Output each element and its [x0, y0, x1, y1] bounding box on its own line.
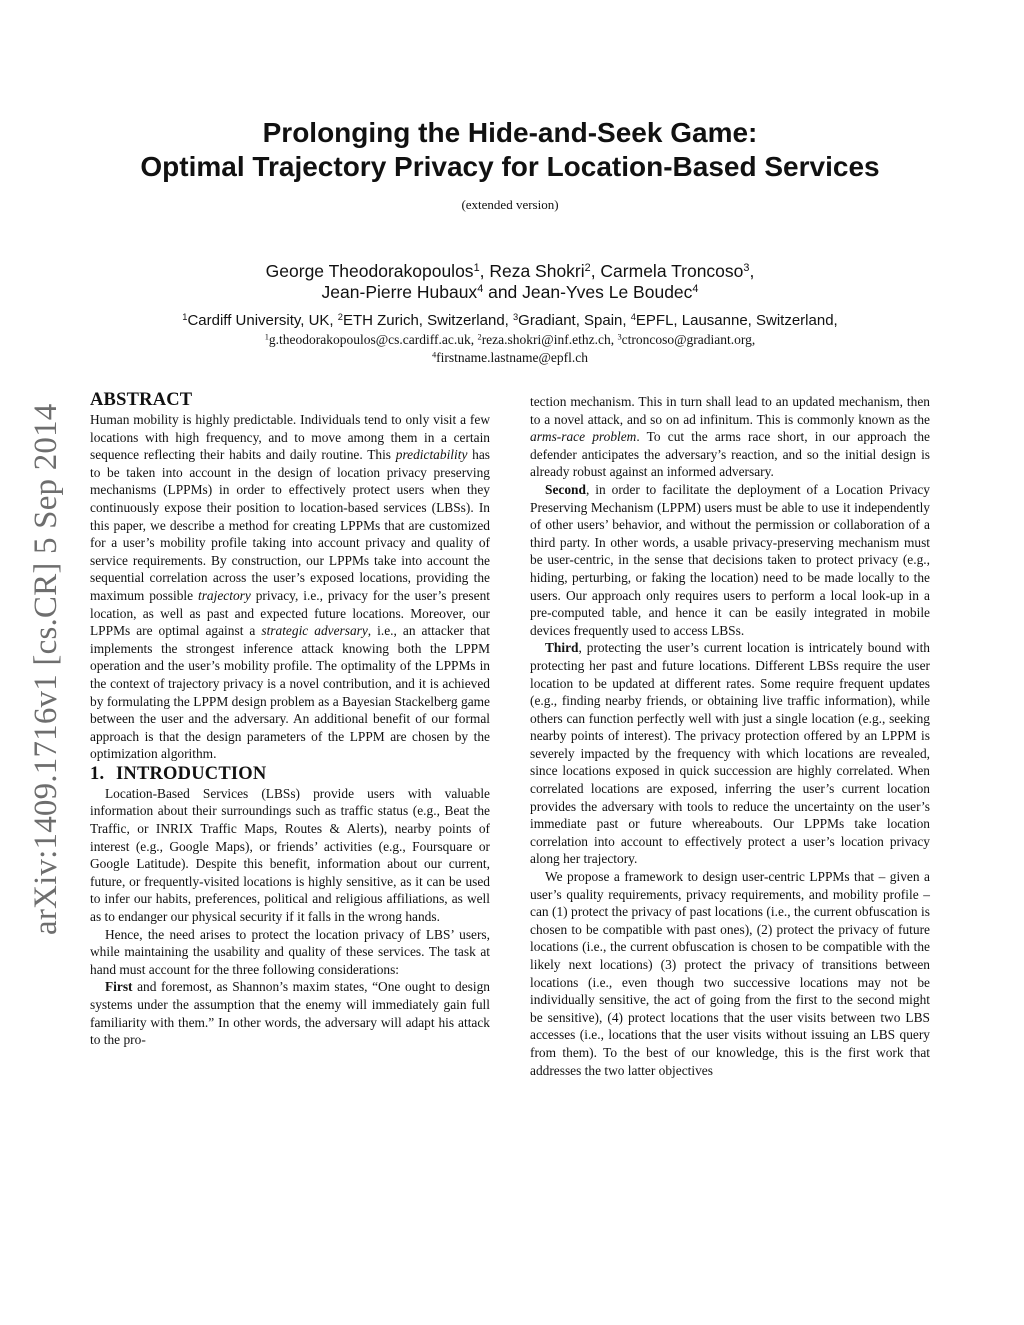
author-separator: ,: [749, 261, 755, 281]
abstract-heading: ABSTRACT: [90, 390, 193, 410]
paragraph-emphasis: arms-race problem: [530, 429, 637, 445]
author-affil-marker: 2: [584, 262, 591, 275]
paragraph-lead: First: [105, 979, 133, 995]
affil-marker: 3: [513, 311, 519, 322]
author-name: Carmela Troncoso: [600, 261, 744, 281]
body-paragraph: [530, 481, 930, 639]
introduction-heading: [90, 763, 490, 785]
affiliations: [90, 311, 930, 330]
body-paragraph: We propose a framework to design user-centric LPPMs that – given a user’s quality requirements, privacy requirements, and mobility profile – can (1) protect the privacy of past locations (i.e., the current obfuscation is chosen to be compatible with past ones), (2) protect the privacy of future locations (i.e., the current obfuscation is chosen to be compatible with the likely next locations) (3) protect the privacy of transitions between locations (i.e., even though two successive locations may not be individually sensitive, the act of going from the first to the second might be sensitive), (4) protect locations that the user visits between two LBS accesses (i.e., locations that the user visits without issuing an LBS query from them). To the best of our knowledge, this is the first work that addresses the two latter objectives: [530, 869, 930, 1078]
paper-title: [90, 116, 930, 184]
abstract-text: has to be taken into account in the design of location privacy preserving mechanisms (LPPMs) in order to effectively protect users when they continuously expose their position to location-based services (LBSs). In this paper, we describe a method for creating LPPMs that are customized for a user’s mobility profile taking into account privacy and quality of service requirements. By construction, our LPPMs take into account the sequential correlation across the user’s exposed locations, providing the maximum possible: [90, 447, 490, 603]
body-paragraph: [530, 393, 930, 481]
email-list: [90, 331, 930, 367]
abstract-body: [90, 411, 490, 763]
paper-subtitle: (extended version): [461, 197, 559, 212]
affiliation: EPFL, Lausanne, Switzerland,: [635, 312, 838, 329]
paragraph-lead: Third: [545, 640, 579, 656]
paragraph-text: tection mechanism. This in turn shall lead to an updated mechanism, then to a novel attack, and so on ad infinitum. This is commonly known as the: [530, 394, 930, 427]
author-name: Jean-Pierre Hubaux: [321, 282, 478, 302]
author-affil-marker: 4: [477, 283, 484, 296]
author-separator: ,: [590, 261, 601, 281]
intro-paragraph: [90, 978, 490, 1048]
left-column: [90, 389, 490, 1049]
paragraph-lead: Second: [545, 481, 586, 497]
affiliation: Cardiff University, UK,: [187, 312, 338, 329]
abstract-emphasis: predictability: [395, 447, 468, 463]
author-list: [90, 261, 930, 303]
affiliation: Gradiant, Spain,: [518, 312, 631, 329]
abstract-text: privacy, i.e., privacy for the user’s present location, as well as past and expected future locations. Moreover, our LPPMs are optimal against a: [90, 587, 490, 639]
abstract-text: Human mobility is highly predictable. Individuals tend to only visit a few locations with high frequency, and to move among them in a certain sequence reflecting their habits and daily routine. This: [90, 412, 490, 463]
email-address: g.theodorakopoulos@cs.cardiff.ac.uk,: [268, 332, 478, 347]
email-address: ctroncoso@gradiant.org,: [621, 332, 756, 347]
section-number: 1.: [90, 763, 105, 784]
intro-paragraph: Location-Based Services (LBSs) provide users with valuable information about their surroundings such as traffic status (e.g., Beat the Traffic, or INRIX Traffic Maps, Routes & Alerts), nearby points of interest (e.g., Google Maps), or friends’ activities (e.g., Foursquare or Google Latitude). Despite this benefit, information about our current, future, or frequently-visited locations is highly sensitive, as it can be used to infer our habits, preferences, political and religious affiliations, as well as to endanger our physical security if it falls in the wrong hands.: [90, 785, 490, 925]
paragraph-text: and foremost, as Shannon’s maxim states, “One ought to design systems under the assumption that the enemy will immediately gain full familiarity with them.” In other words, the adversary will adapt his attack to the pro-: [90, 979, 490, 1048]
author-name: Jean-Yves Le Boudec: [522, 282, 693, 302]
right-column: [530, 393, 930, 1079]
author-separator: and: [483, 282, 523, 302]
title-line-1: Prolonging the Hide-and-Seek Game:: [262, 117, 758, 148]
title-line-2: Optimal Trajectory Privacy for Location-Based Services: [140, 151, 880, 182]
body-paragraph: [530, 639, 930, 868]
author-separator: ,: [479, 261, 490, 281]
author-affil-marker: 1: [473, 262, 480, 275]
email-address: reza.shokri@inf.ethz.ch,: [481, 332, 618, 347]
paragraph-text: . To cut the arms race short, in our approach the defender anticipates the adversary’s reaction, and so the initial design is already robust against an informed adversary.: [530, 429, 930, 480]
author-affil-marker: 4: [692, 283, 699, 296]
section-title: INTRODUCTION: [116, 763, 267, 784]
author-name: George Theodorakopoulos: [265, 261, 474, 281]
email-marker: 3: [617, 332, 622, 342]
paragraph-text: , protecting the user’s current location is intricately bound with protecting her past and future locations. Different LBSs require the user location to be updated at different rates. Some require frequent updates (e.g., finding nearby friends, or obtaining live traffic information), while others can function perfectly well with just a single location (e.g., seeking nearby points of interest). The privacy protection offered by an LPPM is severely impacted by the frequency with which locations are revealed, since locations exposed in quick succession are highly correlated. When correlated locations are exposed, inferring the user’s current location provides the adversary with tools to reduce the uncertainty on the user’s immediate past or future whereabouts. Our LPPMs take location correlation into account to effectively protect a user’s location privacy along her trajectory.: [530, 640, 930, 867]
intro-paragraph: Hence, the need arises to protect the location privacy of LBS’ users, while maintaining the usability and quality of these services. The task at hand must account for the three following considerations:: [90, 926, 490, 977]
affil-marker: 4: [630, 311, 636, 322]
arxiv-identifier: arXiv:1409.1716v1 [cs.CR] 5 Sep 2014: [28, 403, 64, 935]
paragraph-text: , in order to facilitate the deployment of a Location Privacy Preserving Mechanism (LPPM) users must be able to use it independently of other users’ behavior, and without the permission or collaboration of a third party. In other words, a usable privacy-preserving mechanism must be user-centric, in the sense that decisions taken to protect privacy (e.g., hiding, perturbing, or faking the location) need to be made locally to the users. Our approach only requires users to perform a local look-up in a pre-computed table, and hence it can be easily integrated in mobile devices frequently used to access LBSs.: [530, 481, 930, 638]
author-affil-marker: 3: [743, 262, 750, 275]
affil-marker: 1: [182, 311, 188, 322]
abstract-emphasis: strategic adversary: [261, 623, 368, 639]
email-marker: 1: [264, 332, 269, 342]
abstract-emphasis: trajectory: [198, 587, 251, 603]
email-marker: 2: [477, 332, 482, 342]
email-address: firstname.lastname@epfl.ch: [436, 350, 589, 365]
author-name: Reza Shokri: [489, 261, 585, 281]
email-marker: 4: [431, 350, 437, 360]
affil-marker: 2: [337, 311, 343, 322]
abstract-text: , i.e., an attacker that implements the strongest inference attack knowing both the LPPM operation and the user’s mobility profile. The optimality of the LPPMs in the context of trajectory privacy is a novel contribution, and it is achieved by formulating the LPPM design problem as a Bayesian Stackelberg game between the user and the adversary. An additional benefit of our formal approach is that the design parameters of the LPPM are chosen by the optimization algorithm.: [90, 623, 490, 762]
affiliation: ETH Zurich, Switzerland,: [342, 312, 513, 329]
